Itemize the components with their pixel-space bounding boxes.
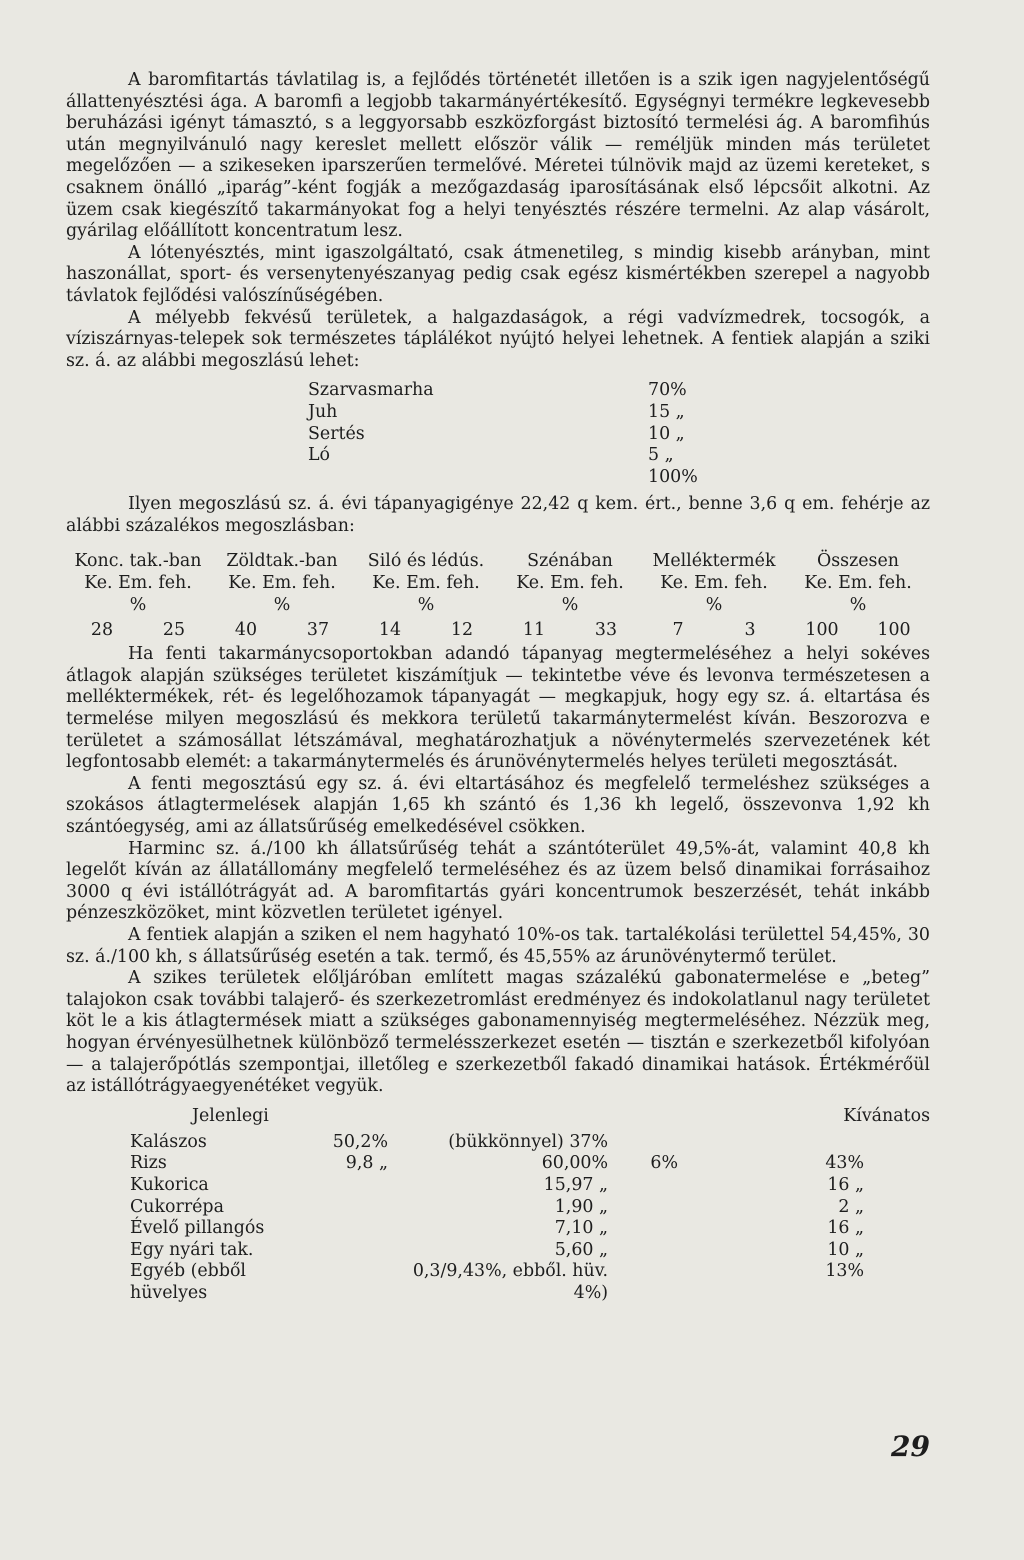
list-item: Ló 5 „: [308, 445, 674, 466]
table-row: Egy nyári tak. 5,60 „ 10 „: [130, 1239, 864, 1260]
list-item: Sertés 10 „: [308, 423, 685, 444]
paragraph-cereal: A szikes területek előljáróban említett magas százalékú gabonatermelése e „beteg” talajokon csak további talajerő- és szerkezetromlást eredményez és indokolatlanul nagy területet köt le a kis átlagtermések miatt a szükséges gabonamennyiség megtermeléséhez. Nézzük meg, hogyan érvényesülhetnek különböző termelésszerkezet esetén — tisztán e szerkezetből kifolyóan — a talajerőpótlás szempontjai, illetőleg e szerkezetből fakadó dinamikai hatások. Értékmérőül az istállótrágyaegyenétéket vegyük.: [66, 968, 930, 1097]
feed-distribution-table: [66, 551, 930, 644]
table-row: Egyéb (ebből hüvelyes 0,3/9,43%, ebből. hüv. 4%) 13%: [130, 1261, 864, 1303]
crop-structure-table: [66, 1105, 930, 1303]
paragraph-horse: A lótenyésztés, mint igaszolgáltató, csak átmenetileg, s mindig kisebb arányban, mint haszonállat, sport- és versenytenyészanyag pedig csak egész kismértékben szerepel a nagyobb távlatok fejlődési valószínűségében.: [66, 242, 930, 306]
paragraph-lowland: A mélyebb fekvésű területek, a halgazdaságok, a régi vadvízmedrek, tocsogók, a víziszárnyas-telepek sok természetes táplálékot nyújtó helyei lehetnek. A fentiek alapján a sziki sz. á. az alábbi megoszlású lehet:: [66, 307, 930, 371]
table-row: Kalászos 50,2% (bükkönnyel) 37%: [130, 1131, 608, 1152]
table-row: Rizs 9,8 „ 60,00% 6% 43%: [130, 1153, 864, 1174]
list-item: Szarvasmarha 70%: [308, 380, 687, 401]
page-number: 29: [891, 1430, 930, 1463]
paragraph-nutrient-need: Ilyen megoszlású sz. á. évi tápanyagigénye 22,42 q kem. ért., benne 3,6 q em. fehérje az alábbi százalékos megoszlásban:: [66, 494, 930, 536]
paragraph-density: Harminc sz. á./100 kh állatsűrűség tehát a szántóterület 49,5%-át, valamint 40,8 kh legelőt kíván az állatállomány megfelelő termeléséhez és az üzem belső dinamikai forrásaihoz 3000 q évi istállótrágyát ad. A baromfitartás gyári koncentrumok beszerzését, tehát inkább pénzeszközöket, mint közvetlen területet igényel.: [66, 838, 930, 924]
list-total: 100%: [648, 466, 698, 487]
table-row: Cukorrépa 1,90 „ 2 „: [130, 1196, 864, 1217]
table-subheader-row: Ke. Em. feh. Ke. Em. feh. Ke. Em. feh. Ke. Em. feh. Ke. Em. feh. Ke. Em. feh.: [84, 573, 912, 594]
paragraph-unit-requirement: A fenti megosztású egy sz. á. évi eltartásához és megfelelő termeléshez szükséges a szokásos átlagtermelések alapján 1,65 kh szántó és 1,36 kh legelő, összevonva 1,92 kh szántóegység, ami az állatsűrűség emelkedésével csökken.: [66, 773, 930, 837]
table-row: Évelő pillangós 7,10 „ 16 „: [130, 1218, 864, 1239]
table-header-row: Konc. tak.-ban Zöldtak.-ban Siló és lédús. Szénában Melléktermék Összesen: [74, 551, 899, 572]
list-item: Juh 15 „: [308, 401, 685, 422]
paragraph-area-calc: Ha fenti takarmánycsoportokban adandó tápanyag megtermeléséhez a helyi sokéves átlagok alapján szükséges területet kiszámítjuk — tekintetbe véve és levonva természetesen a melléktermékek, rét- és legelőhozamok tápanyagát — megkapjuk, hogy egy sz. á. eltartása és termelése milyen megoszlású és mekkora területű takarmánytermelést kíván. Beszorozva e területet a számosállat létszámával, meghatározhatjuk a növénytermelés szervezetének két legfontosabb elemét: a takarmánytermelés és árunövénytermelés helyes területi megosztását.: [66, 644, 930, 773]
livestock-distribution-list: [308, 380, 728, 488]
table-values-row: 28 25 40 37 14 12 11 33 7 3 100 100: [90, 620, 911, 641]
paragraph-poultry: A baromfitartás távlatilag is, a fejlődés történetét illetően is a szik igen nagyjelentőségű állattenyésztési ága. A baromfi a legjobb takarmányértékesítő. Egységnyi termékre legkevesebb beruházási igényt támasztó, s a leggyorsabb eszközforgást biztosító termelési ág. A baromfihús után megnyilvánuló nagy kereslet mellett először válik — reméljük minden más területet megelőzően — a szikeseken iparszerűen termelővé. Méretei túlnövik majd az üzemi kereteket, s csaknem önálló „iparág”-ként fogják a mezőgazdaság iparosításának első lépcsőit alkotni. Az üzem csak kiegészítő takarmányokat fog a helyi tenyésztés részére termelni. Az alap vásárolt, gyárilag előállított koncentratum lesz.: [66, 70, 930, 242]
table-unit-row: % % % % % %: [129, 594, 867, 615]
paragraph-reserve: A fentiek alapján a sziken el nem hagyható 10%-os tak. tartalékolási területtel 54,45%, 30 sz. á./100 kh, s állatsűrűség esetén a tak. termő, és 45,55% az árunövénytermő terület.: [66, 924, 930, 967]
table-header-row: Jelenlegi Kívánatos: [192, 1105, 930, 1126]
table-row: Kukorica 15,97 „ 16 „: [130, 1174, 864, 1195]
